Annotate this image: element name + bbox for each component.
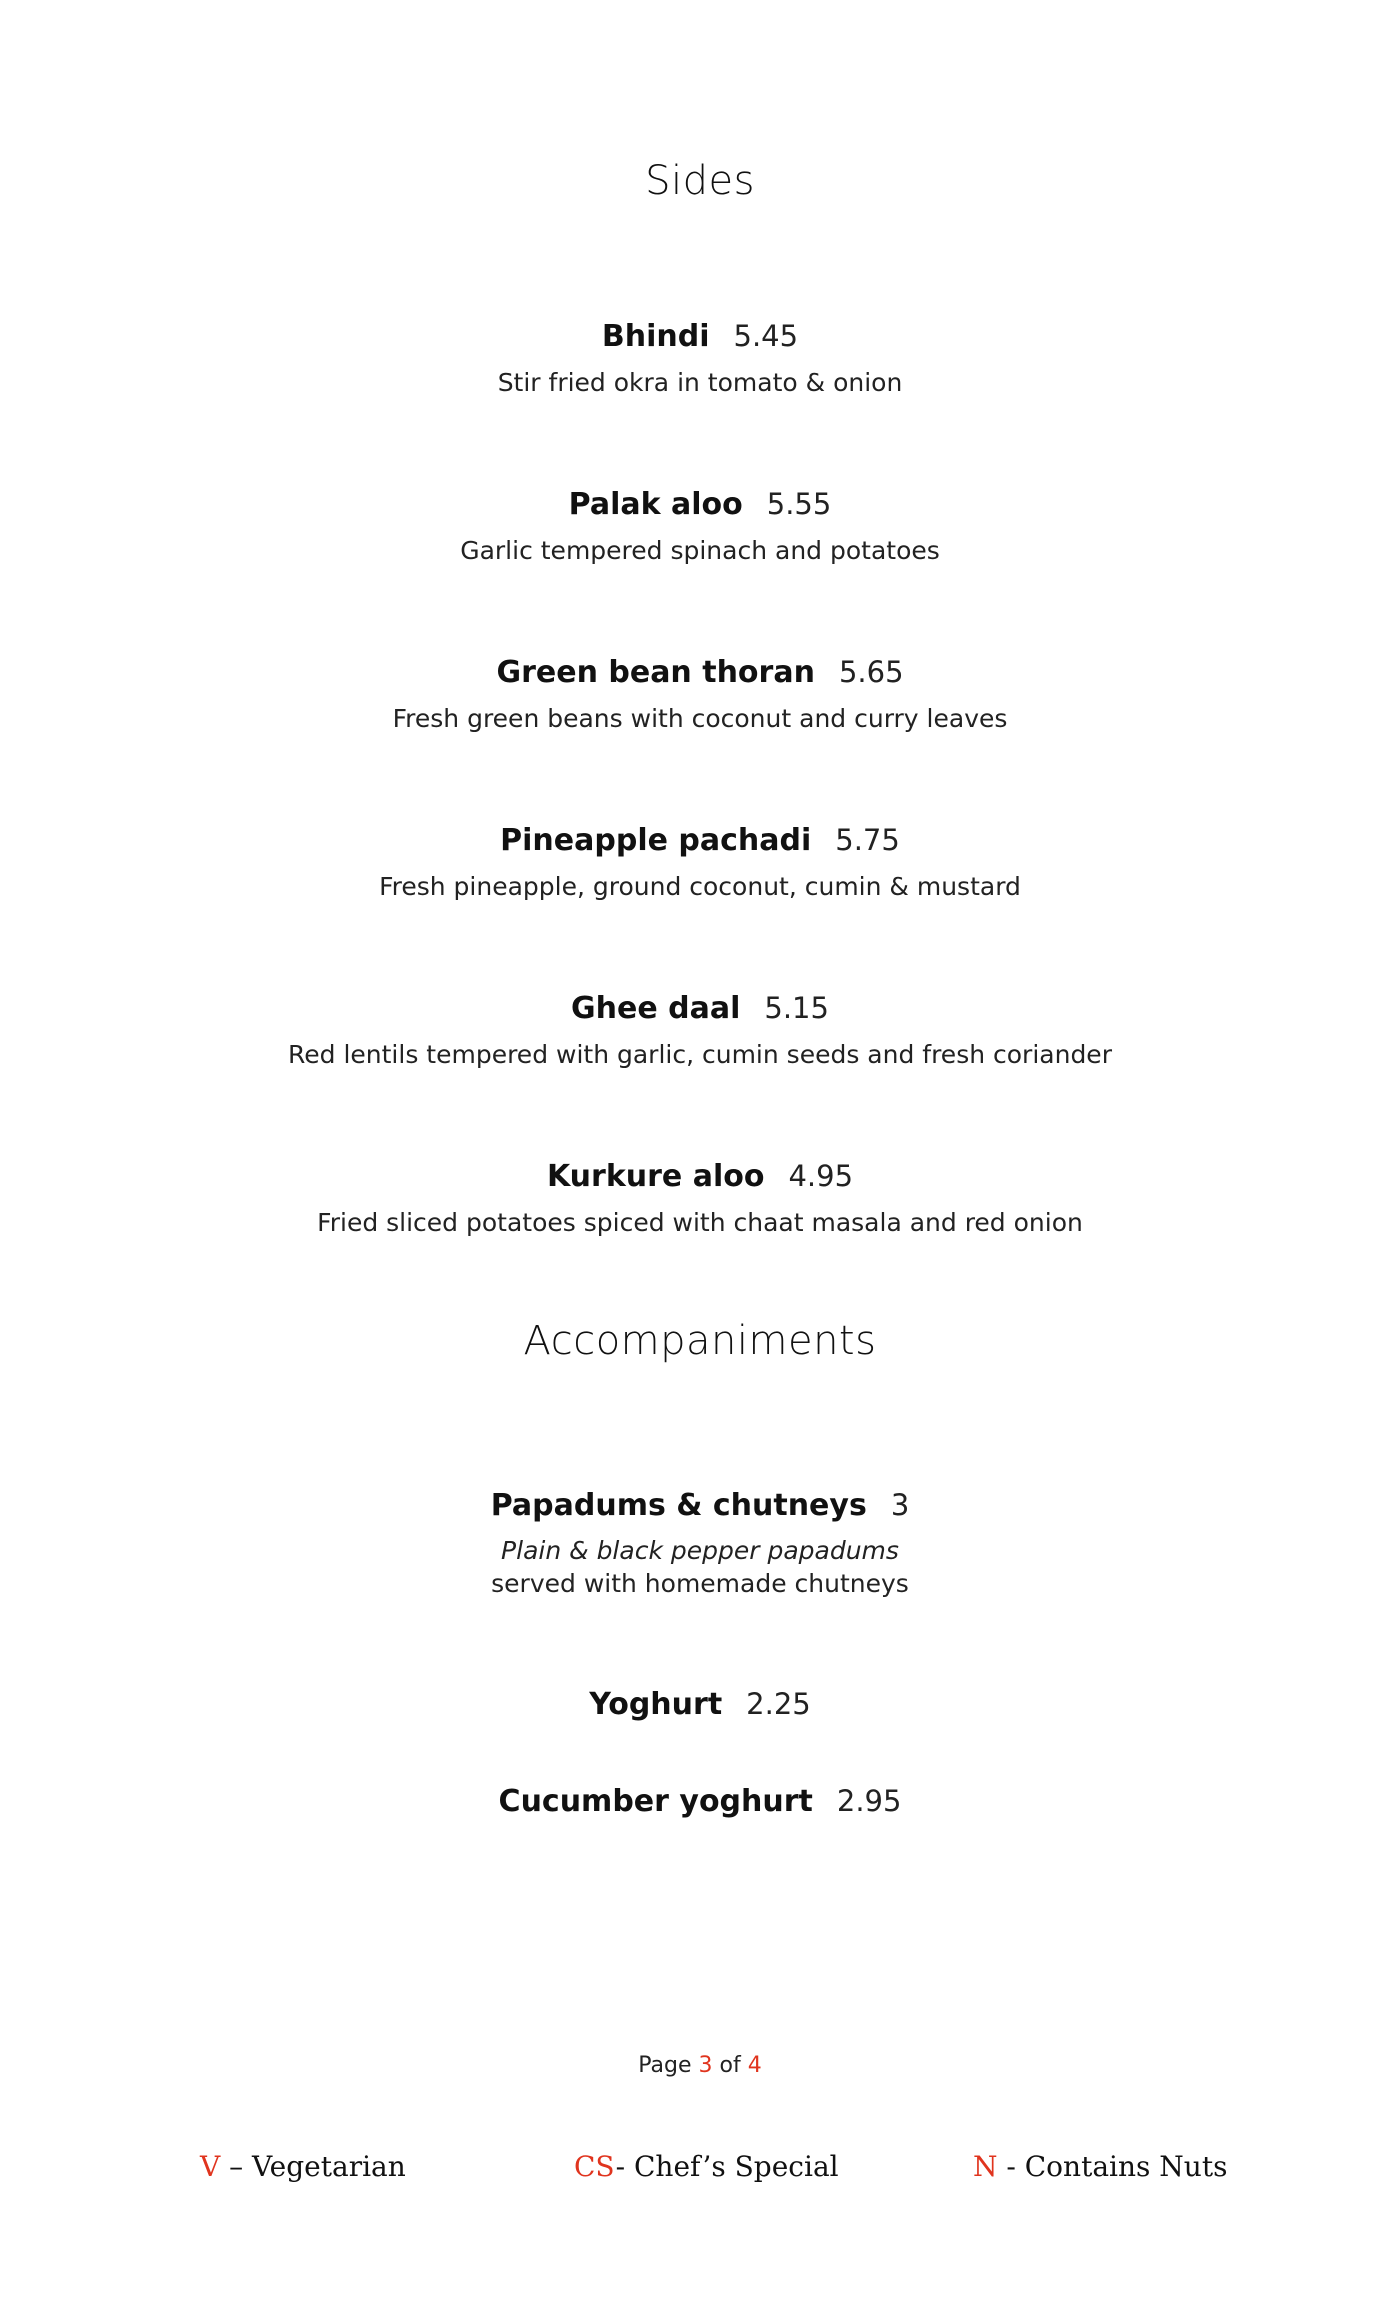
item-description: Red lentils tempered with garlic, cumin seeds and fresh coriander — [288, 1040, 1112, 1069]
section-title-sides: Sides — [645, 158, 755, 204]
item-price: 5.15 — [764, 991, 829, 1025]
item-price: 5.65 — [838, 655, 904, 689]
item-price: 5.55 — [766, 487, 832, 521]
menu-item-kurkure-aloo — [0, 1158, 1400, 1195]
menu-item-bhindi — [0, 318, 1400, 355]
section-title-accompaniments: Accompaniments — [523, 1318, 877, 1364]
item-description: Stir fried okra in tomato & onion — [497, 368, 903, 397]
item-description: Garlic tempered spinach and potatoes — [460, 536, 940, 565]
page-current: 3 — [698, 2053, 713, 2078]
menu-item-cucumber-yoghurt — [0, 1783, 1400, 1820]
item-name: Yoghurt — [589, 1687, 723, 1722]
legend-code: V — [200, 2150, 221, 2183]
page-prefix: Page — [638, 2053, 692, 2078]
page-total: 4 — [747, 2053, 762, 2078]
item-description: Plain & black pepper papadums — [501, 1536, 899, 1565]
legend-code: N — [973, 2150, 998, 2183]
item-name: Cucumber yoghurt — [498, 1784, 813, 1819]
item-name: Bhindi — [601, 319, 710, 354]
legend-chefs-special — [574, 2150, 839, 2183]
legend-code: CS — [574, 2150, 616, 2183]
item-name: Papadums & chutneys — [490, 1488, 867, 1523]
page-of: of — [719, 2053, 741, 2078]
menu-item-palak-aloo — [0, 486, 1400, 523]
item-price: 3 — [890, 1488, 910, 1522]
item-description: Fresh green beans with coconut and curry leaves — [392, 704, 1008, 733]
item-price: 2.25 — [746, 1687, 811, 1721]
menu-item-yoghurt — [0, 1686, 1400, 1723]
legend-label: – Vegetarian — [220, 2150, 406, 2183]
item-name: Palak aloo — [568, 487, 743, 522]
legend-vegetarian — [200, 2150, 406, 2183]
legend-label: - Contains Nuts — [997, 2150, 1228, 2183]
item-name: Green bean thoran — [496, 655, 815, 690]
item-price: 4.95 — [788, 1159, 854, 1193]
item-price: 5.45 — [733, 319, 799, 353]
item-name: Ghee daal — [571, 991, 741, 1026]
menu-item-green-bean-thoran — [0, 654, 1400, 691]
page-number — [0, 2053, 1400, 2078]
item-price: 2.95 — [836, 1784, 902, 1818]
menu-item-ghee-daal — [0, 990, 1400, 1027]
legend-contains-nuts — [973, 2150, 1227, 2183]
legend-label: - Chef’s Special — [615, 2150, 839, 2183]
item-description: Fresh pineapple, ground coconut, cumin & mustard — [379, 872, 1021, 901]
item-price: 5.75 — [835, 823, 900, 857]
item-name: Kurkure aloo — [546, 1159, 765, 1194]
item-description: Fried sliced potatoes spiced with chaat masala and red onion — [317, 1208, 1083, 1237]
menu-item-pineapple-pachadi — [0, 822, 1400, 859]
menu-item-papadums — [0, 1487, 1400, 1524]
item-description: served with homemade chutneys — [491, 1569, 909, 1598]
item-name: Pineapple pachadi — [500, 823, 812, 858]
